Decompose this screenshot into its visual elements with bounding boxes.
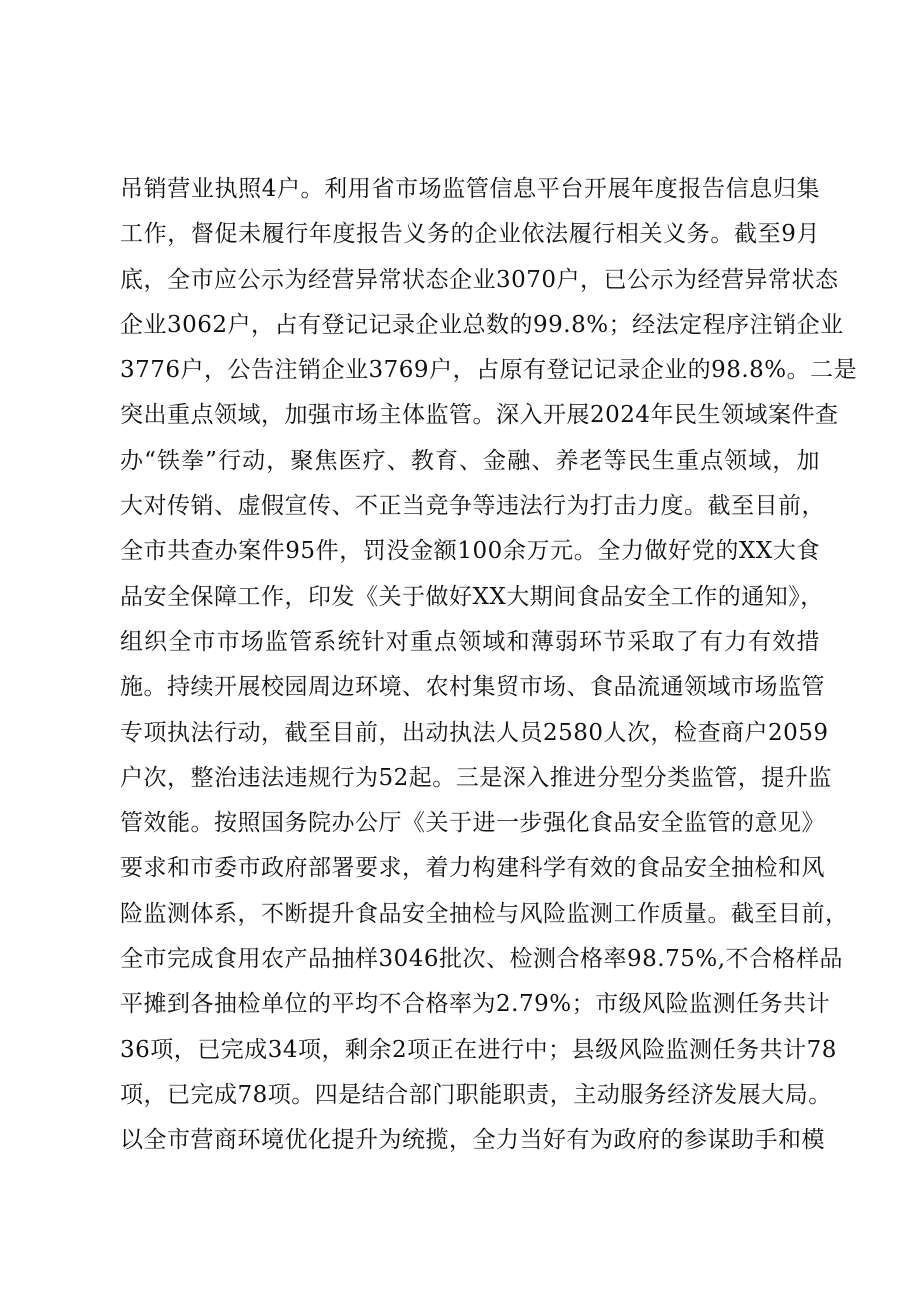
text-line: 企业3062户，占有登记记录企业总数的99.8%；经法定程序注销企业 [120,311,844,338]
text-line: 办“铁拳”行动，聚焦医疗、教育、金融、养老等民生重点领域，加 [120,447,820,474]
text-line: 3776户，公告注销企业3769户，占原有登记记录企业的98.8%。二是 [120,357,858,384]
text-line: 大对传销、虚假宣传、不正当竞争等违法行为打击力度。截至目前， [120,493,825,520]
text-line: 36项，已完成34项，剩余2项正在进行中；县级风险监测任务共计78 [120,1036,837,1063]
text-line: 项，已完成78项。四是结合部门职能职责，主动服务经济发展大局。 [120,1081,832,1108]
text-line: 施。持续开展校园周边环境、农村集贸市场、食品流通领域市场监管 [120,674,825,701]
body-text [120,167,858,1164]
text-line: 品安全保障工作，印发《关于做好XX大期间食品安全工作的通知》， [120,583,824,610]
text-line: 专项执法行动，截至目前，出动执法人员2580人次，检查商户2059 [120,719,829,746]
text-line: 组织全市市场监管系统针对重点领域和薄弱环节采取了有力有效措 [120,628,820,655]
text-line: 险监测体系，不断提升食品安全抽检与风险监测工作质量。截至目前， [120,900,849,927]
text-line: 全市共查办案件95件，罚没金额100余万元。全力做好党的XX大食 [120,538,820,565]
text-line: 底，全市应公示为经营异常状态企业3070户，已公示为经营异常状态 [120,266,839,293]
text-line: 突出重点领域，加强市场主体监管。深入开展2024年民生领域案件查 [120,402,839,429]
text-line: 要求和市委市政府部署要求，着力构建科学有效的食品安全抽检和风 [120,855,825,882]
text-line: 以全市营商环境优化提升为统揽，全力当好有为政府的参谋助手和模 [120,1127,825,1154]
text-line: 管效能。按照国务院办公厅《关于进一步强化食品安全监管的意见》 [120,810,825,837]
text-line: 全市完成食用农产品抽样3046批次、检测合格率98.75%,不合格样品 [120,946,844,973]
text-line: 平摊到各抽检单位的平均不合格率为2.79%；市级风险监测任务共计 [120,991,831,1018]
text-line: 吊销营业执照4户。利用省市场监管信息平台开展年度报告信息归集 [120,176,820,202]
text-line: 户次，整治违法违规行为52起。三是深入推进分型分类监管，提升监 [120,764,832,791]
text-line: 工作，督促未履行年度报告义务的企业依法履行相关义务。截至9月 [120,221,820,248]
